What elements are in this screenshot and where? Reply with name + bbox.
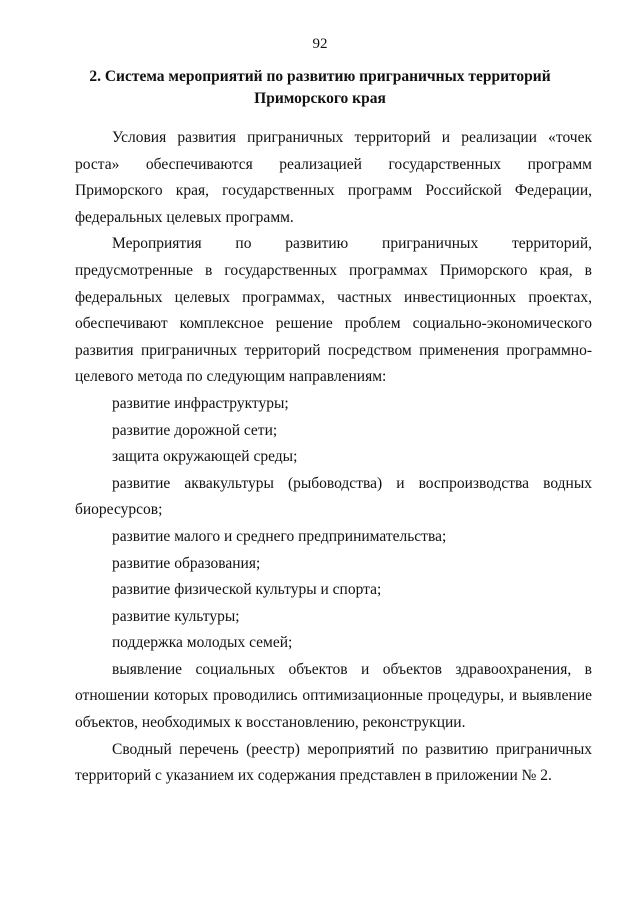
paragraph-intro: Условия развития приграничных территорий и реализации «точек роста» обеспечиваются реализацией государственных программ Приморского края, государственных программ Российской Федерации, федеральных целевых программ. — [75, 129, 592, 226]
list-item-social-objects: выявление социальных объектов и объектов здравоохранения, в отношении которых проводились оптимизационные процедуры, и выявление объектов, необходимых к восстановлению, реконструкции. — [75, 660, 592, 732]
list-item-environment: защита окружающей среды; — [112, 448, 298, 466]
paragraph-measures: Мероприятия по развитию приграничных территорий, предусмотренные в государственных программах Приморского края, в федеральных целевых программах, частных инвестиционных проектах, обеспечивают комплексное решение проблем социально-экономического развития приграничных территорий посредством применения программно-целевого метода по следующим направлениям: — [75, 235, 592, 386]
list-item-aquaculture: развитие аквакультуры (рыбоводства) и воспроизводства водных биоресурсов; — [75, 474, 592, 519]
list-item-small-business: развитие малого и среднего предпринимательства; — [112, 527, 447, 545]
section-heading — [60, 66, 580, 110]
section-heading-line-1: 2. Система мероприятий по развитию приграничных территорий — [89, 68, 551, 85]
section-heading-line-2: Приморского края — [254, 90, 386, 107]
list-item-infrastructure: развитие инфраструктуры; — [112, 394, 289, 412]
list-item-road-network: развитие дорожной сети; — [112, 421, 278, 439]
list-item-education: развитие образования; — [112, 554, 261, 572]
list-item-young-families: поддержка молодых семей; — [112, 634, 293, 652]
page-number: 92 — [312, 36, 328, 52]
list-item-culture: развитие культуры; — [112, 607, 240, 625]
body-text — [75, 125, 592, 790]
list-item-sport: развитие физической культуры и спорта; — [112, 581, 382, 599]
paragraph-registry: Сводный перечень (реестр) мероприятий по развитию приграничных территорий с указанием их содержания представлен в приложении № 2. — [75, 740, 592, 785]
